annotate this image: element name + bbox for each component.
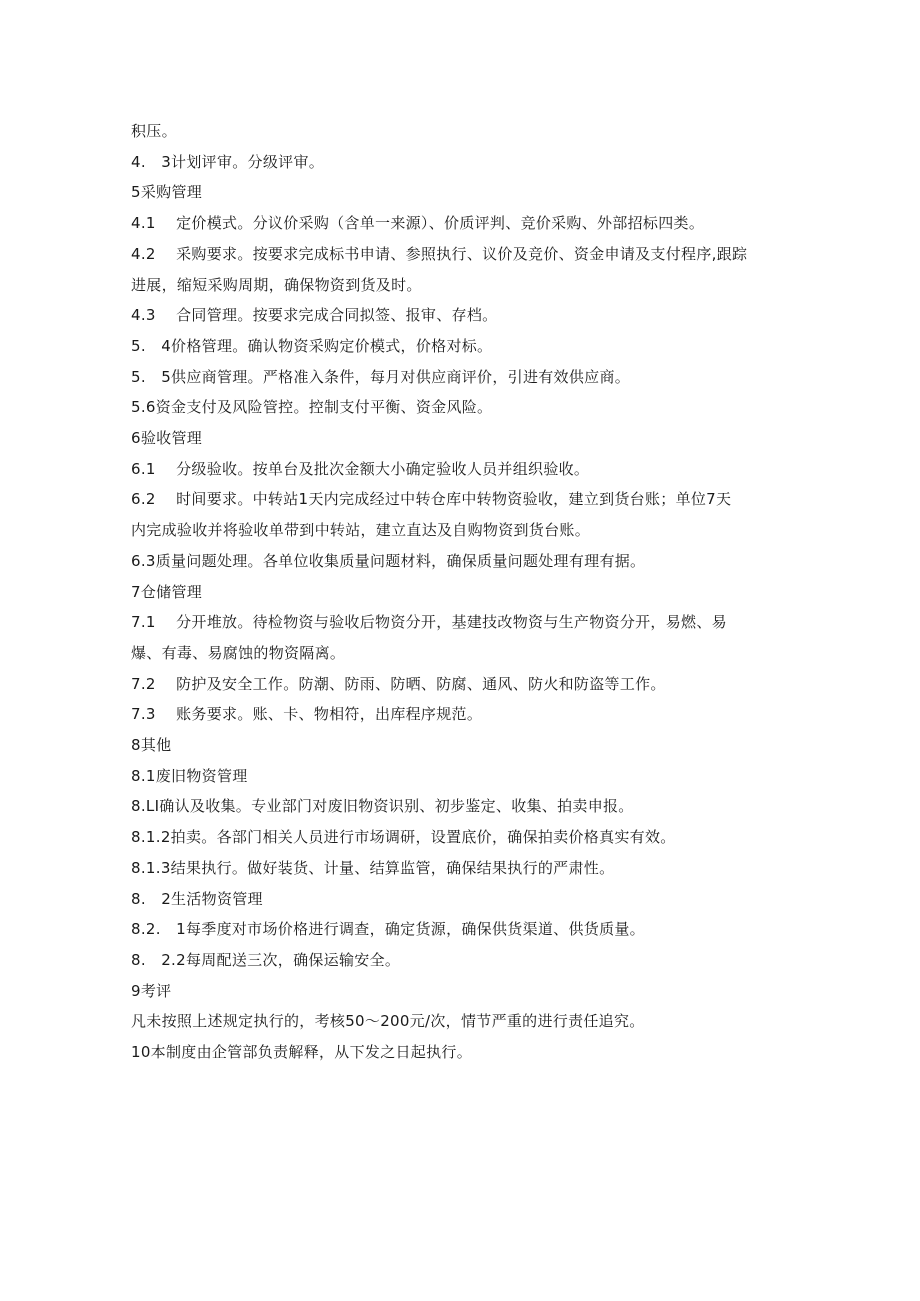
section-item: 5. 4价格管理。确认物资采购定价模式，价格对标。 <box>131 336 493 355</box>
section-item: 4.1 定价模式。分议价采购（含单一来源）、价质评判、竞价采购、外部招标四类。 <box>131 214 705 233</box>
section-heading: 6验收管理 <box>131 429 203 448</box>
section-item: 6.1 分级验收。按单台及批次金额大小确定验收人员并组织验收。 <box>131 459 590 478</box>
subsection-heading: 8.1废旧物资管理 <box>131 766 248 785</box>
text-line: 爆、有毒、易腐蚀的物资隔离。 <box>131 643 346 662</box>
text-line: 内完成验收并将验收单带到中转站，建立直达及自购物资到货台账。 <box>131 521 591 540</box>
section-heading: 8其他 <box>131 736 172 755</box>
section-heading: 7仓储管理 <box>131 582 203 601</box>
section-item: 7.2 防护及安全工作。防潮、防雨、防晒、防腐、通风、防火和防盗等工作。 <box>131 674 666 693</box>
document-body <box>131 116 821 1068</box>
subsection-heading: 8. 2生活物资管理 <box>131 889 263 908</box>
section-item: 8.1.3结果执行。做好装货、计量、结算监管，确保结果执行的严肃性。 <box>131 858 615 877</box>
text-line: 10本制度由企管部负责解释，从下发之日起执行。 <box>131 1043 472 1062</box>
section-item: 8. 2.2每周配送三次，确保运输安全。 <box>131 950 401 969</box>
text-line: 积压。 <box>131 122 177 140</box>
section-heading: 9考评 <box>131 981 172 1000</box>
section-item: 4. 3计划评审。分级评审。 <box>131 152 325 171</box>
section-item: 7.3 账务要求。账、卡、物相符，出库程序规范。 <box>131 705 483 724</box>
section-heading: 5采购管理 <box>131 183 203 202</box>
section-item: 5. 5供应商管理。严格准入条件，每月对供应商评价，引进有效供应商。 <box>131 367 631 386</box>
text-line: 进展，缩短采购周期，确保物资到货及时。 <box>131 275 422 294</box>
section-item: 4.2 采购要求。按要求完成标书申请、参照执行、议价及竞价、资金申请及支付程序,跟踪 <box>131 244 748 263</box>
section-item: 8.1.2拍卖。各部门相关人员进行市场调研，设置底价，确保拍卖价格真实有效。 <box>131 828 676 847</box>
section-item: 6.3质量问题处理。各单位收集质量问题材料，确保质量问题处理有理有据。 <box>131 551 646 570</box>
section-item: 4.3 合同管理。按要求完成合同拟签、报审、存档。 <box>131 306 498 325</box>
section-item: 8.LI确认及收集。专业部门对废旧物资识别、初步鉴定、收集、拍卖申报。 <box>131 797 634 816</box>
section-item: 7.1 分开堆放。待检物资与验收后物资分开，基建技改物资与生产物资分开，易燃、易 <box>131 613 727 632</box>
section-item: 8.2. 1每季度对市场价格进行调查，确定货源，确保供货渠道、供货质量。 <box>131 920 645 939</box>
section-item: 5.6资金支付及风险管控。控制支付平衡、资金风险。 <box>131 398 493 417</box>
section-item: 6.2 时间要求。中转站1天内完成经过中转仓库中转物资验收，建立到货台账；单位7天 <box>131 490 732 509</box>
text-line: 凡未按照上述规定执行的，考核50～200元/次，情节严重的进行责任追究。 <box>131 1012 645 1031</box>
